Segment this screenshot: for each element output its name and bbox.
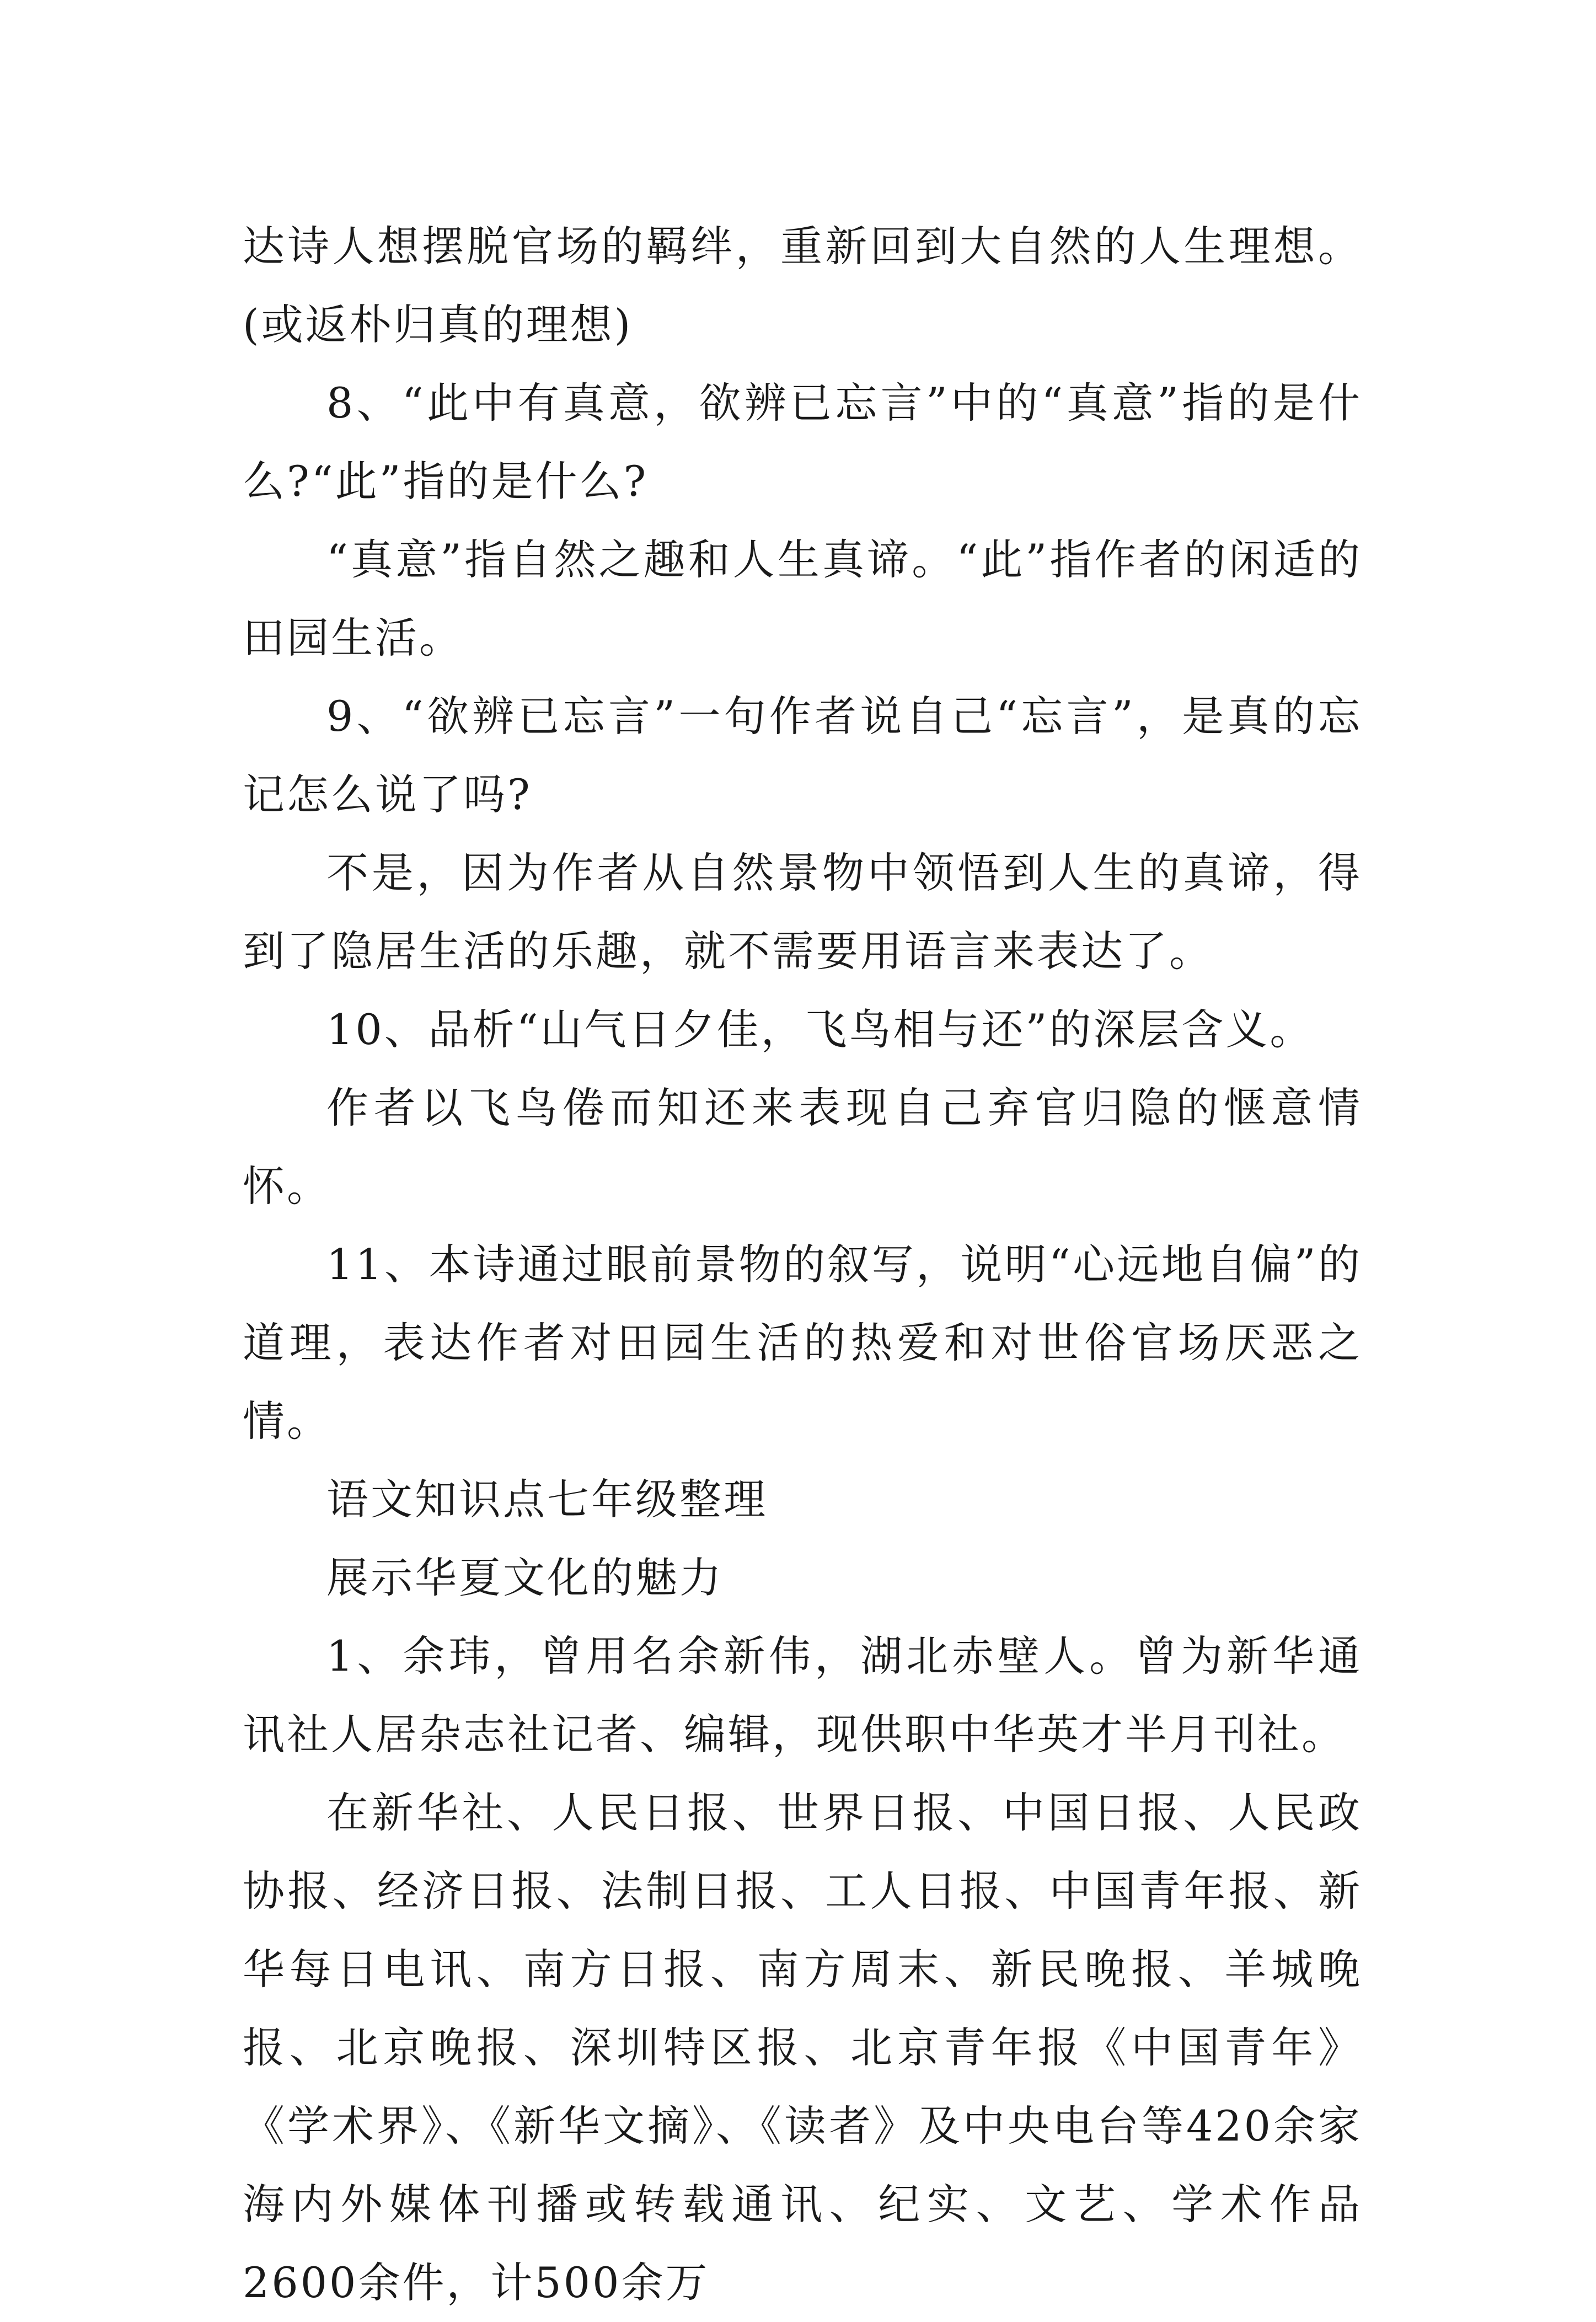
- paragraph-answer-10: 作者以飞鸟倦而知还来表现自己弃官归隐的惬意情怀。: [243, 1083, 1362, 1211]
- paragraph-question-10: 10、品析“山气日夕佳，飞鸟相与还”的深层含义。: [326, 1005, 1314, 1054]
- section-subheading: 展示华夏文化的魅力: [326, 1553, 724, 1602]
- paragraph-publications: 在新华社、人民日报、世界日报、中国日报、人民政协报、经济日报、法制日报、工人日报、中国青年报、新华每日电讯、南方日报、南方周末、新民晚报、羊城晚报、北京晚报、深圳特区报、北京青年报《中国青年》《学术界》、《新华文摘》、《读者》及中央电台等420余家海内外媒体刊播或转载通讯、纪实、文艺、学术作品2600余件，计500余万: [243, 1788, 1362, 2307]
- paragraph-question-8: 8、“此中有真意，欲辨已忘言”中的“真意”指的是什么?“此”指的是什么?: [243, 378, 1362, 506]
- section-heading: 语文知识点七年级整理: [326, 1475, 768, 1524]
- paragraph-question-9: 9、“欲辨已忘言”一句作者说自己“忘言”，是真的忘记怎么说了吗?: [243, 692, 1362, 819]
- document-body: [243, 207, 1362, 2322]
- paragraph-answer-8: “真意”指自然之趣和人生真谛。“此”指作者的闲适的田园生活。: [243, 535, 1362, 662]
- paragraph-author-intro: 1、余玮，曾用名余新伟，湖北赤壁人。曾为新华通讯社人居杂志社记者、编辑，现供职中华英才半月刊社。: [243, 1631, 1362, 1759]
- paragraph-1: 达诗人想摆脱官场的羁绊，重新回到大自然的人生理想。(或返朴归真的理想): [243, 222, 1362, 349]
- paragraph-answer-9: 不是，因为作者从自然景物中领悟到人生的真谛，得到了隐居生活的乐趣，就不需要用语言来表达了。: [243, 848, 1362, 976]
- paragraph-item-11: 11、本诗通过眼前景物的叙写，说明“心远地自偏”的道理，表达作者对田园生活的热爱和对世俗官场厌恶之情。: [243, 1240, 1362, 1446]
